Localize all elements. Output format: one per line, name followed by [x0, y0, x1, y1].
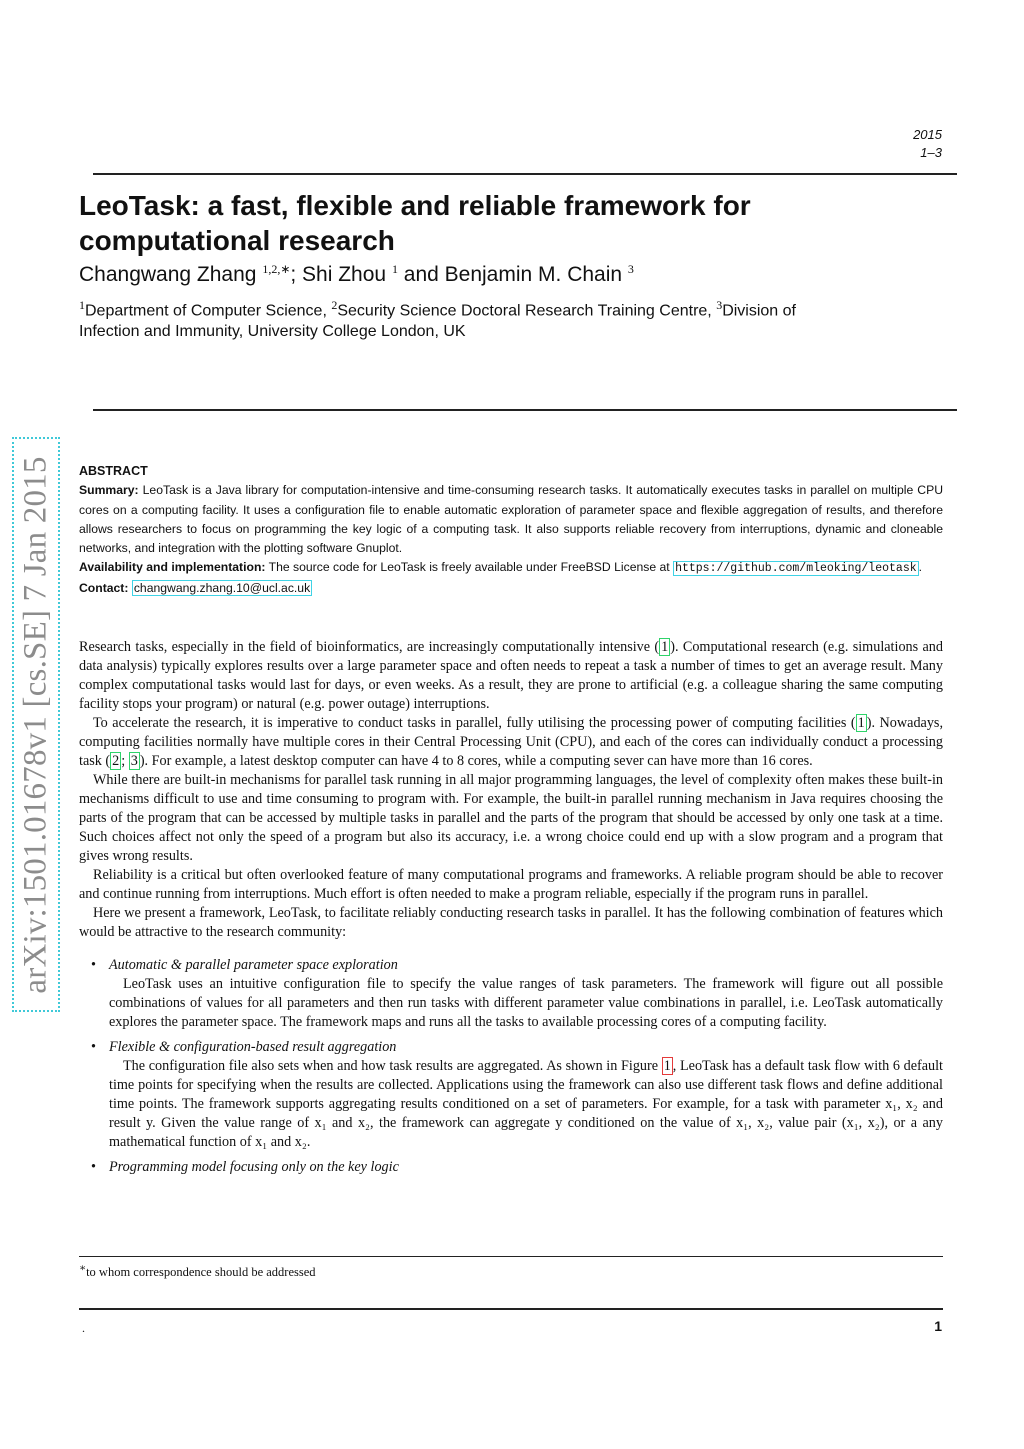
contact-label: Contact: — [79, 580, 129, 595]
feature-item — [79, 1038, 943, 1152]
header-rule — [93, 173, 957, 175]
summary-label: Summary: — [79, 483, 139, 498]
paragraph-text: To accelerate the research, it is imperative to conduct tasks in parallel, fully utilising the processing power of computing facilities ( — [93, 715, 856, 731]
abstract-contact — [79, 579, 943, 598]
abstract-availability — [79, 558, 943, 578]
paragraph — [79, 714, 943, 771]
title-rule — [93, 409, 957, 411]
feature-title: Programming model focusing only on the key logic — [109, 1159, 399, 1175]
bullet: • — [91, 1039, 96, 1055]
availability-label: Availability and implementation: — [79, 560, 266, 575]
figure-link[interactable]: 1 — [663, 1058, 671, 1074]
affil-sup: 2 — [331, 298, 338, 312]
feature-title: Automatic & parallel parameter space exploration — [109, 957, 398, 973]
author-list — [79, 262, 634, 287]
paragraph — [79, 638, 943, 714]
paragraph-text: ). Nowadays, computing facilities normally have multiple cores in their Central Processing Unit (CPU), and each of the cores can individually conduct a processing task ( — [79, 715, 943, 769]
citation-link[interactable]: 1 — [857, 715, 865, 731]
abstract — [79, 462, 943, 598]
page-range: 1–3 — [920, 145, 942, 160]
footnote-text: to whom correspondence should be addressed — [86, 1265, 316, 1280]
paragraph: Here we present a framework, LeoTask, to facilitate reliably conducting research tasks in parallel. It has the following combination of features which would be attractive to the research community: — [79, 905, 943, 940]
affil-text: Department of Computer Science, — [85, 302, 332, 320]
feature-title: Flexible & configuration-based result aggregation — [109, 1039, 397, 1055]
feature-item — [79, 1158, 943, 1177]
paragraph: While there are built-in mechanisms for parallel task running in all major programming languages, the level of complexity often makes these built-in mechanisms difficult to use and time consuming to program with. For example, the built-in parallel running mechanism in Java requires choosing the parts of the program that can be accessed by multiple tasks in parallel and the parts of the program that should be accessed by only one task at a time. Such choices affect not only the speed of a program but also its accuracy, i.e. a wrong choice could end up with a slow program and a program that gives wrong results. — [79, 772, 943, 864]
journal-year: 2015 — [913, 127, 942, 142]
author-name: ; Shi Zhou — [290, 263, 392, 286]
paragraph-text: ). For example, a latest desktop computer can have 4 to 8 cores, while a computing sever can have more than 16 cores. — [139, 753, 813, 769]
arxiv-stamp-text: arXiv:1501.01678v1 [cs.SE] 7 Jan 2015 — [17, 455, 54, 994]
author-affil-sup: 1 — [391, 262, 398, 276]
affil-text: Security Science Doctoral Research Training Centre, — [337, 302, 717, 320]
author-name: and Benjamin M. Chain — [397, 263, 628, 286]
footer-rule — [79, 1308, 943, 1310]
paper-title: LeoTask: a fast, flexible and reliable framework for computational research — [79, 190, 751, 256]
source-code-link[interactable]: https://github.com/mleoking/leotask — [675, 562, 917, 576]
summary-text: LeoTask is a Java library for computation-intensive and time-consuming research tasks. It automatically executes tasks in parallel on multiple CPU cores on a computing facility. It uses a configuration file to enable automatic exploration of parameter space and flexible aggregation of results, and therefore allows researchers to focus on programming the key logic of a computing task. It also supports reliable recovery from interruptions, dynamic and cloneable networks, and integration with the plotting software Gnuplot. — [79, 483, 943, 556]
citation-link[interactable]: 1 — [661, 639, 669, 655]
author-affil-sup: 1,2,∗ — [262, 262, 291, 276]
affil-sup: 3 — [716, 298, 723, 312]
author-affil-sup: 3 — [627, 262, 634, 276]
abstract-summary — [79, 481, 943, 558]
availability-period: . — [918, 560, 923, 575]
bullet: • — [91, 1159, 96, 1175]
feature-list — [79, 956, 943, 1177]
feature-text: The configuration file also sets when and how task results are aggregated. As shown in Figure — [123, 1058, 662, 1074]
body-text — [79, 638, 943, 1183]
feature-item — [79, 956, 943, 1032]
contact-email-link[interactable]: changwang.zhang.10@ucl.ac.uk — [133, 580, 311, 595]
citation-link[interactable]: 3 — [130, 753, 138, 769]
availability-text: The source code for LeoTask is freely available under FreeBSD License at — [265, 560, 674, 575]
feature-text: , LeoTask has a default task flow with 6 default time points for specifying when the results are collected. Applications using the framework can also use different task flows and define additional time points. The framework supports aggregating results conditioned on a set of parameters. For example, for a task with parameter x₁, x₂ and result y. Given the value range of x₁ and x₂, the framework can aggregate y conditioned on the value of x₁, x₂, value pair (x₁, x₂), or a any mathematical function of x₁ and x₂. — [109, 1058, 943, 1150]
feature-description — [109, 1057, 943, 1152]
feature-description: LeoTask uses an intuitive configuration file to specify the value ranges of task parameters. The framework will figure out all possible combinations of values for all parameters and then run tasks with different parameter value combinations in parallel, i.e. LeoTask automatically explores the parameter space. The framework maps and runs all the tasks to available processing cores of a computing facility. — [109, 976, 943, 1030]
footnote-mark: ∗ — [79, 1263, 87, 1274]
affil-sup: 1 — [79, 298, 85, 312]
citation-separator: ; — [121, 753, 129, 769]
footer-dot: . — [82, 1321, 85, 1335]
footnote-rule — [79, 1256, 943, 1257]
paragraph-text: Research tasks, especially in the field of bioinformatics, are increasingly computationally intensive ( — [79, 639, 660, 655]
bullet: • — [91, 957, 96, 973]
paragraph: Reliability is a critical but often overlooked feature of many computational programs and frameworks. A reliable program should be able to recover and continue running from interruptions. Much effort is often needed to make a program reliable, especially if the program runs in parallel. — [79, 867, 943, 902]
citation-link[interactable]: 2 — [112, 753, 120, 769]
footnote — [79, 1262, 316, 1280]
page-number: 1 — [934, 1318, 942, 1334]
arxiv-stamp-link[interactable] — [12, 437, 60, 1012]
affiliations — [79, 295, 849, 342]
paragraph-text: ). Computational research (e.g. simulations and data analysis) typically explores results over a large parameter space and often needs to repeat a task a number of times to get an average result. Many complex computational tasks would last for days, or even weeks. As a result, they are prone to artificial (e.g. a colleague sharing the same computing facility stops your program) or natural (e.g. power outage) interruptions. — [79, 639, 943, 712]
author-name: Changwang Zhang — [79, 263, 263, 286]
abstract-heading: ABSTRACT — [79, 464, 148, 478]
affil-text: Division of Infection and Immunity, University College London, UK — [79, 302, 796, 341]
